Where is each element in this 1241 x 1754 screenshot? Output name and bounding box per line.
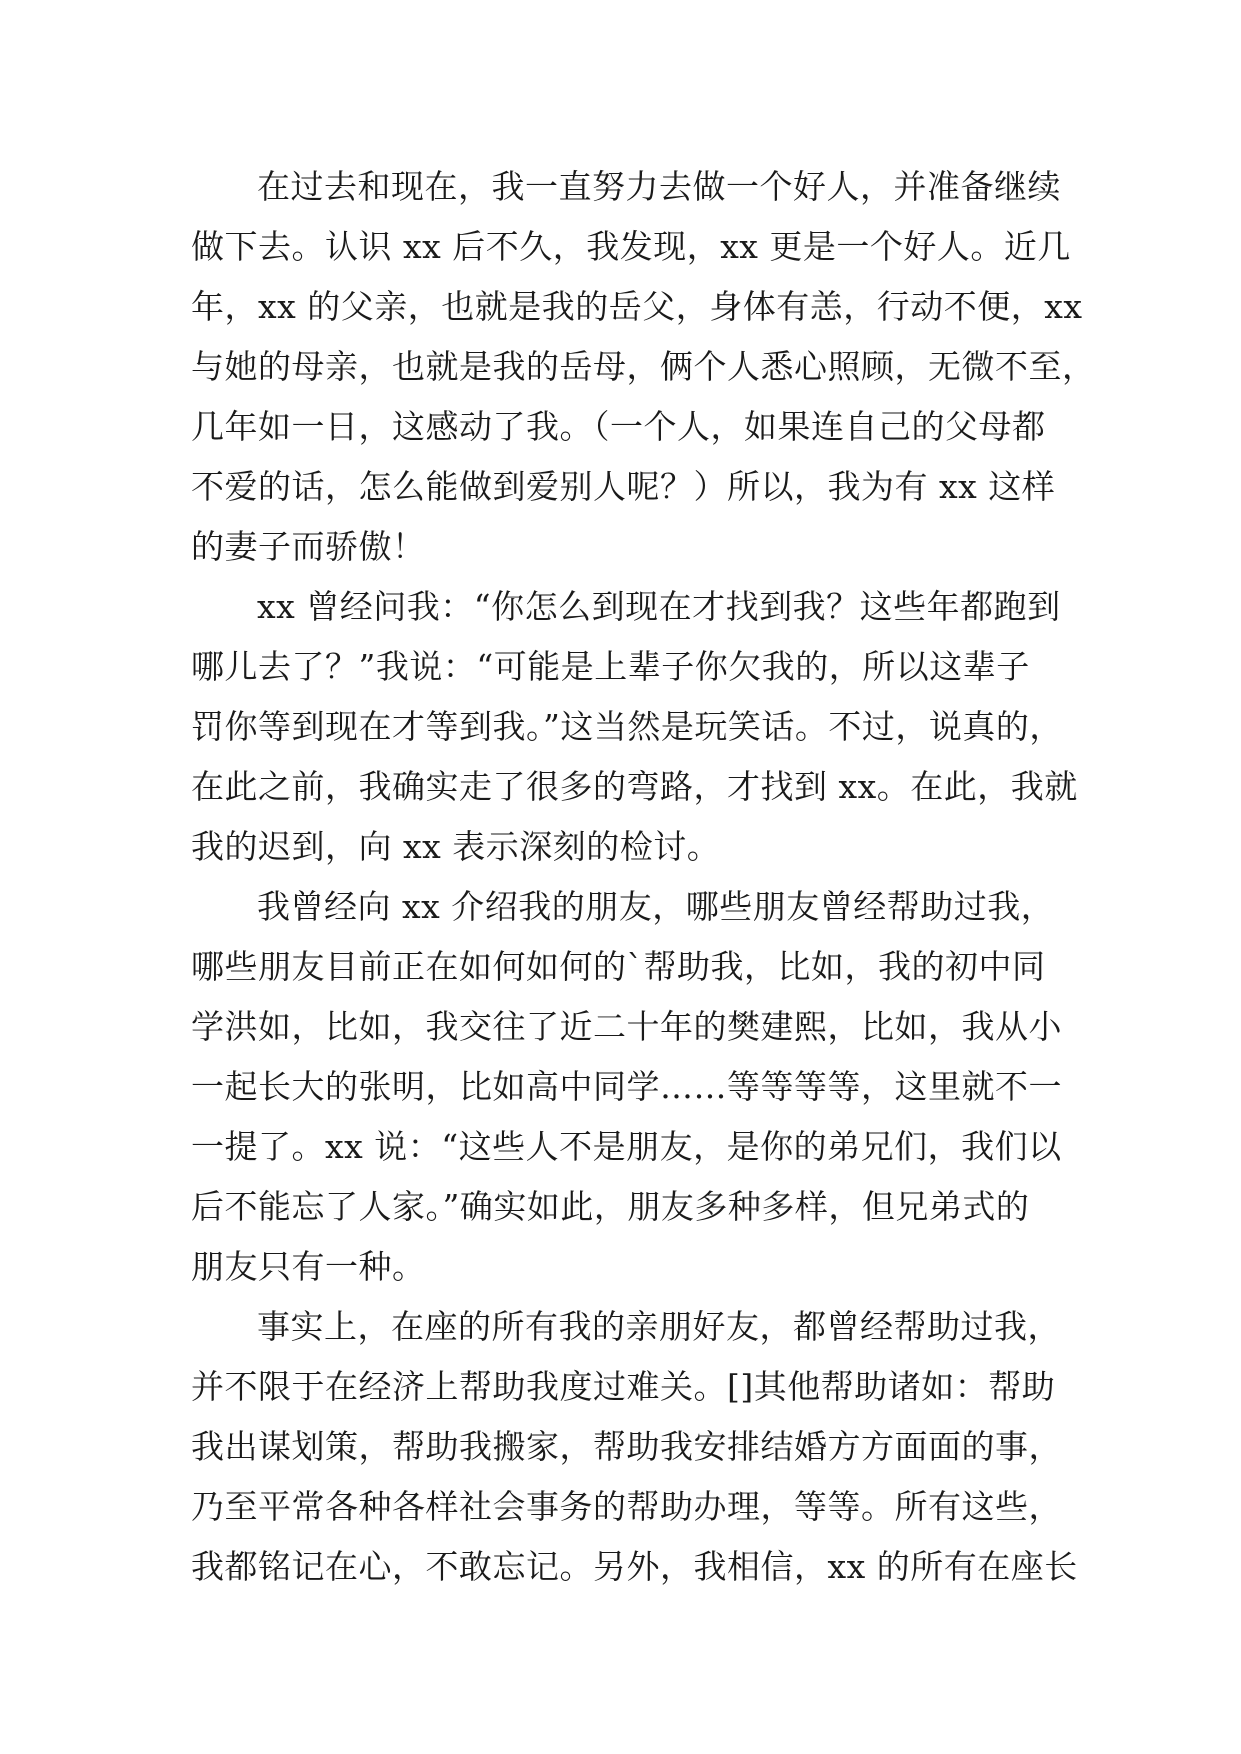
- text-line: 的妻子而骄傲！: [191, 527, 426, 566]
- text-line: 后不能忘了人家。”确实如此，朋友多种多样，但兄弟式的: [191, 1187, 1030, 1226]
- document-body: [191, 157, 1096, 1597]
- text-line: 乃至平常各种各样社会事务的帮助办理，等等。所有这些，: [191, 1487, 1062, 1526]
- text-line: 朋友只有一种。: [191, 1247, 426, 1286]
- paragraph-3: [191, 877, 1062, 1297]
- text-line: 哪些朋友目前正在如何如何的`帮助我，比如，我的初中同: [191, 947, 1046, 986]
- text-line: 在过去和现在，我一直努力去做一个好人，并准备继续: [257, 167, 1061, 206]
- text-line: 我都铭记在心，不敢忘记。另外，我相信，xx 的所有在座长: [191, 1547, 1078, 1586]
- text-line: 几年如一日，这感动了我。（一个人，如果连自己的父母都: [191, 407, 1046, 446]
- text-line: 年，xx 的父亲，也就是我的岳父，身体有恙，行动不便，xx: [191, 287, 1083, 326]
- paragraph-2: [191, 577, 1078, 877]
- text-line: 哪儿去了？”我说：“可能是上辈子你欠我的，所以这辈子: [191, 647, 1030, 686]
- text-line: 我曾经向 xx 介绍我的朋友，哪些朋友曾经帮助过我，: [257, 887, 1055, 926]
- text-line: 我的迟到，向 xx 表示深刻的检讨。: [191, 827, 721, 866]
- text-line: 事实上，在座的所有我的亲朋好友，都曾经帮助过我，: [257, 1307, 1061, 1346]
- text-line: 一起长大的张明，比如高中同学……等等等等，这里就不一: [191, 1067, 1062, 1106]
- text-line: 与她的母亲，也就是我的岳母，俩个人悉心照顾，无微不至，: [191, 347, 1096, 386]
- paragraph-1: [191, 157, 1096, 577]
- text-line: 不爱的话，怎么能做到爱别人呢？）所以，我为有 xx 这样: [191, 467, 1056, 506]
- text-line: 罚你等到现在才等到我。”这当然是玩笑话。不过，说真的，: [191, 707, 1063, 746]
- text-line: 我出谋划策，帮助我搬家，帮助我安排结婚方方面面的事，: [191, 1427, 1062, 1466]
- text-line: 在此之前，我确实走了很多的弯路，才找到 xx。在此，我就: [191, 767, 1078, 806]
- paragraph-4: [191, 1297, 1078, 1597]
- text-line: 学洪如，比如，我交往了近二十年的樊建熙，比如，我从小: [191, 1007, 1062, 1046]
- text-line: xx 曾经问我：“你怎么到现在才找到我？这些年都跑到: [257, 587, 1061, 626]
- text-line: 做下去。认识 xx 后不久，我发现，xx 更是一个好人。近几: [191, 227, 1071, 266]
- text-line: 并不限于在经济上帮助我度过难关。[]其他帮助诸如：帮助: [191, 1367, 1056, 1406]
- text-line: 一提了。xx 说：“这些人不是朋友，是你的弟兄们，我们以: [191, 1127, 1062, 1166]
